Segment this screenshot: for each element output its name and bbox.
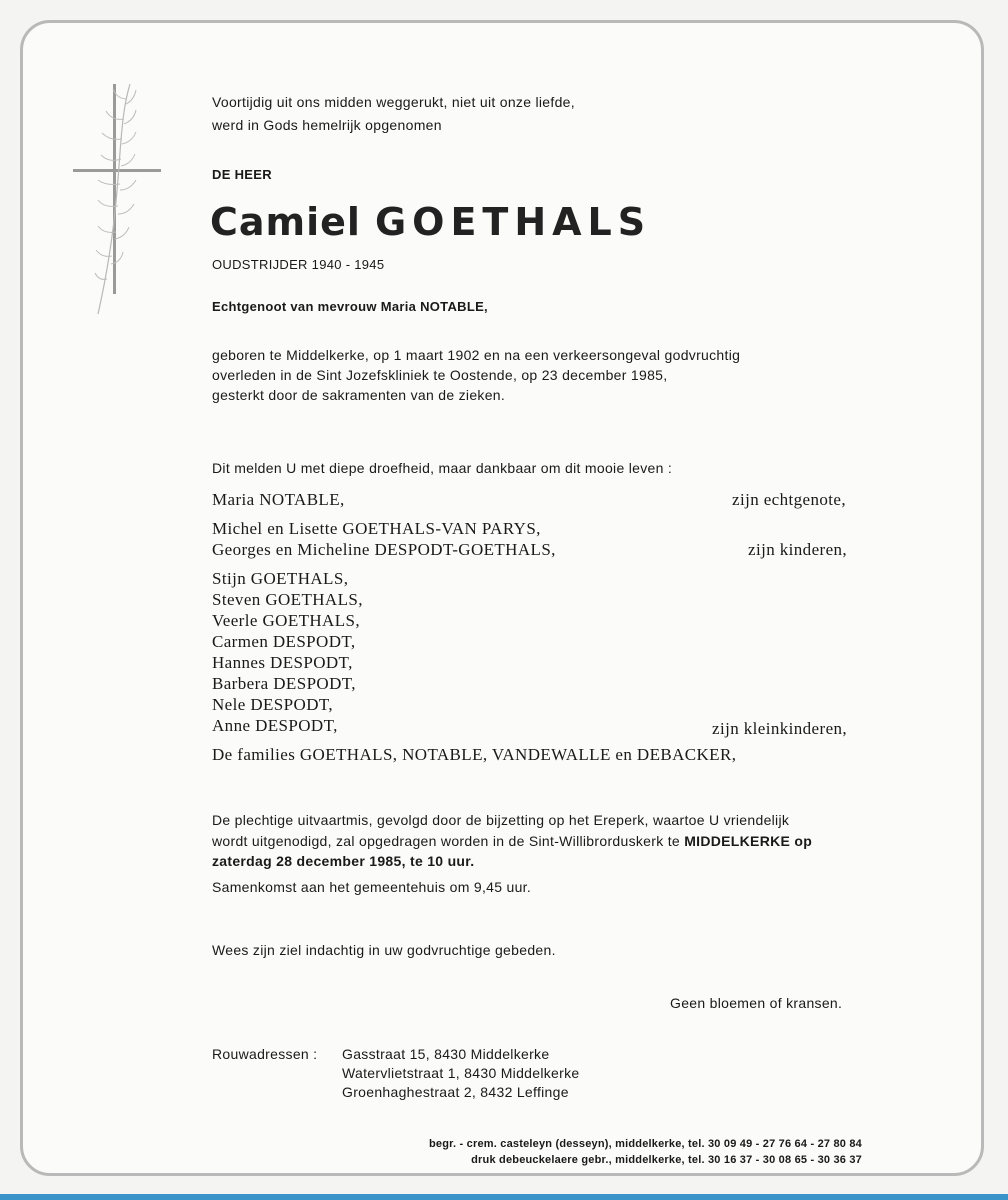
biography-line-2: overleden in de Sint Jozefskliniek te Oostende, op 23 december 1985,: [212, 367, 668, 383]
honorific-title: DE HEER: [212, 167, 272, 182]
grandchild-line: Steven GOETHALS,: [212, 590, 363, 609]
prayer-line: Wees zijn ziel indachtig in uw godvruchtige gebeden.: [212, 942, 556, 958]
addresses-label: Rouwadressen :: [212, 1046, 318, 1062]
funeral-place: MIDDELKERKE op: [684, 833, 813, 849]
grandchildren-role: zijn kleinkinderen,: [712, 719, 848, 738]
funeral-line-2-text: wordt uitgenodigd, zal opgedragen worden in de Sint-Willibrorduskerk te: [212, 833, 685, 849]
funeral-line-2: [212, 833, 812, 849]
deceased-last-name: GOETHALS: [374, 200, 652, 244]
biography-line-3: gesterkt door de sakramenten van de zieken.: [212, 387, 506, 403]
funeral-date: zaterdag 28 december 1985, te 10 uur.: [212, 853, 475, 869]
veteran-line: OUDSTRIJDER 1940 - 1945: [212, 257, 385, 272]
grandchild-line: Veerle GOETHALS,: [212, 611, 361, 630]
grandchild-line: Carmen DESPODT,: [212, 632, 356, 651]
grandchild-line: Anne DESPODT,: [212, 716, 338, 735]
intro-line-2: werd in Gods hemelrijk opgenomen: [212, 117, 442, 133]
announcement-line: Dit melden U met diepe droefheid, maar dankbaar om dit mooie leven :: [212, 460, 673, 476]
meeting-line: Samenkomst aan het gemeentehuis om 9,45 uur.: [212, 879, 532, 895]
footer-printer: druk debeuckelaere gebr., middelkerke, tel. 30 16 37 - 30 08 65 - 30 36 37: [471, 1154, 862, 1166]
grandchild-line: Hannes DESPODT,: [212, 653, 353, 672]
intro-line-1: Voortijdig uit ons midden weggerukt, niet uit onze liefde,: [212, 94, 575, 110]
cross-with-palm-branch-icon: [70, 74, 170, 324]
deceased-first-name: Camiel: [210, 200, 361, 244]
address-item: Gasstraat 15, 8430 Middelkerke: [342, 1046, 550, 1062]
biography-line-1: geboren te Middelkerke, op 1 maart 1902 en na een verkeersongeval godvruchtig: [212, 347, 741, 363]
grandchild-line: Barbera DESPODT,: [212, 674, 356, 693]
grandchild-line: Stijn GOETHALS,: [212, 569, 349, 588]
grandchild-line: Nele DESPODT,: [212, 695, 334, 714]
address-item: Groenhaghestraat 2, 8432 Leffinge: [342, 1084, 569, 1100]
children-role: zijn kinderen,: [748, 540, 848, 559]
families-line: De families GOETHALS, NOTABLE, VANDEWALLE en DEBACKER,: [212, 745, 737, 764]
spouse-line: Echtgenoot van mevrouw Maria NOTABLE,: [212, 299, 488, 314]
no-flowers-line: Geen bloemen of kransen.: [670, 995, 843, 1011]
funeral-line-1: De plechtige uitvaartmis, gevolgd door de bijzetting op het Ereperk, waartoe U vriendelijk: [212, 812, 790, 828]
child-line: Georges en Micheline DESPODT-GOETHALS,: [212, 540, 556, 559]
bottom-edge-strip: [0, 1194, 1008, 1200]
footer-undertaker: begr. - crem. casteleyn (desseyn), middelkerke, tel. 30 09 49 - 27 76 64 - 27 80 84: [428, 1138, 862, 1150]
relative-spouse-name: Maria NOTABLE,: [212, 490, 345, 509]
address-item: Watervlietstraat 1, 8430 Middelkerke: [342, 1065, 580, 1081]
deceased-name: [210, 200, 651, 244]
relative-spouse-role: zijn echtgenote,: [732, 490, 847, 509]
child-line: Michel en Lisette GOETHALS-VAN PARYS,: [212, 519, 541, 538]
